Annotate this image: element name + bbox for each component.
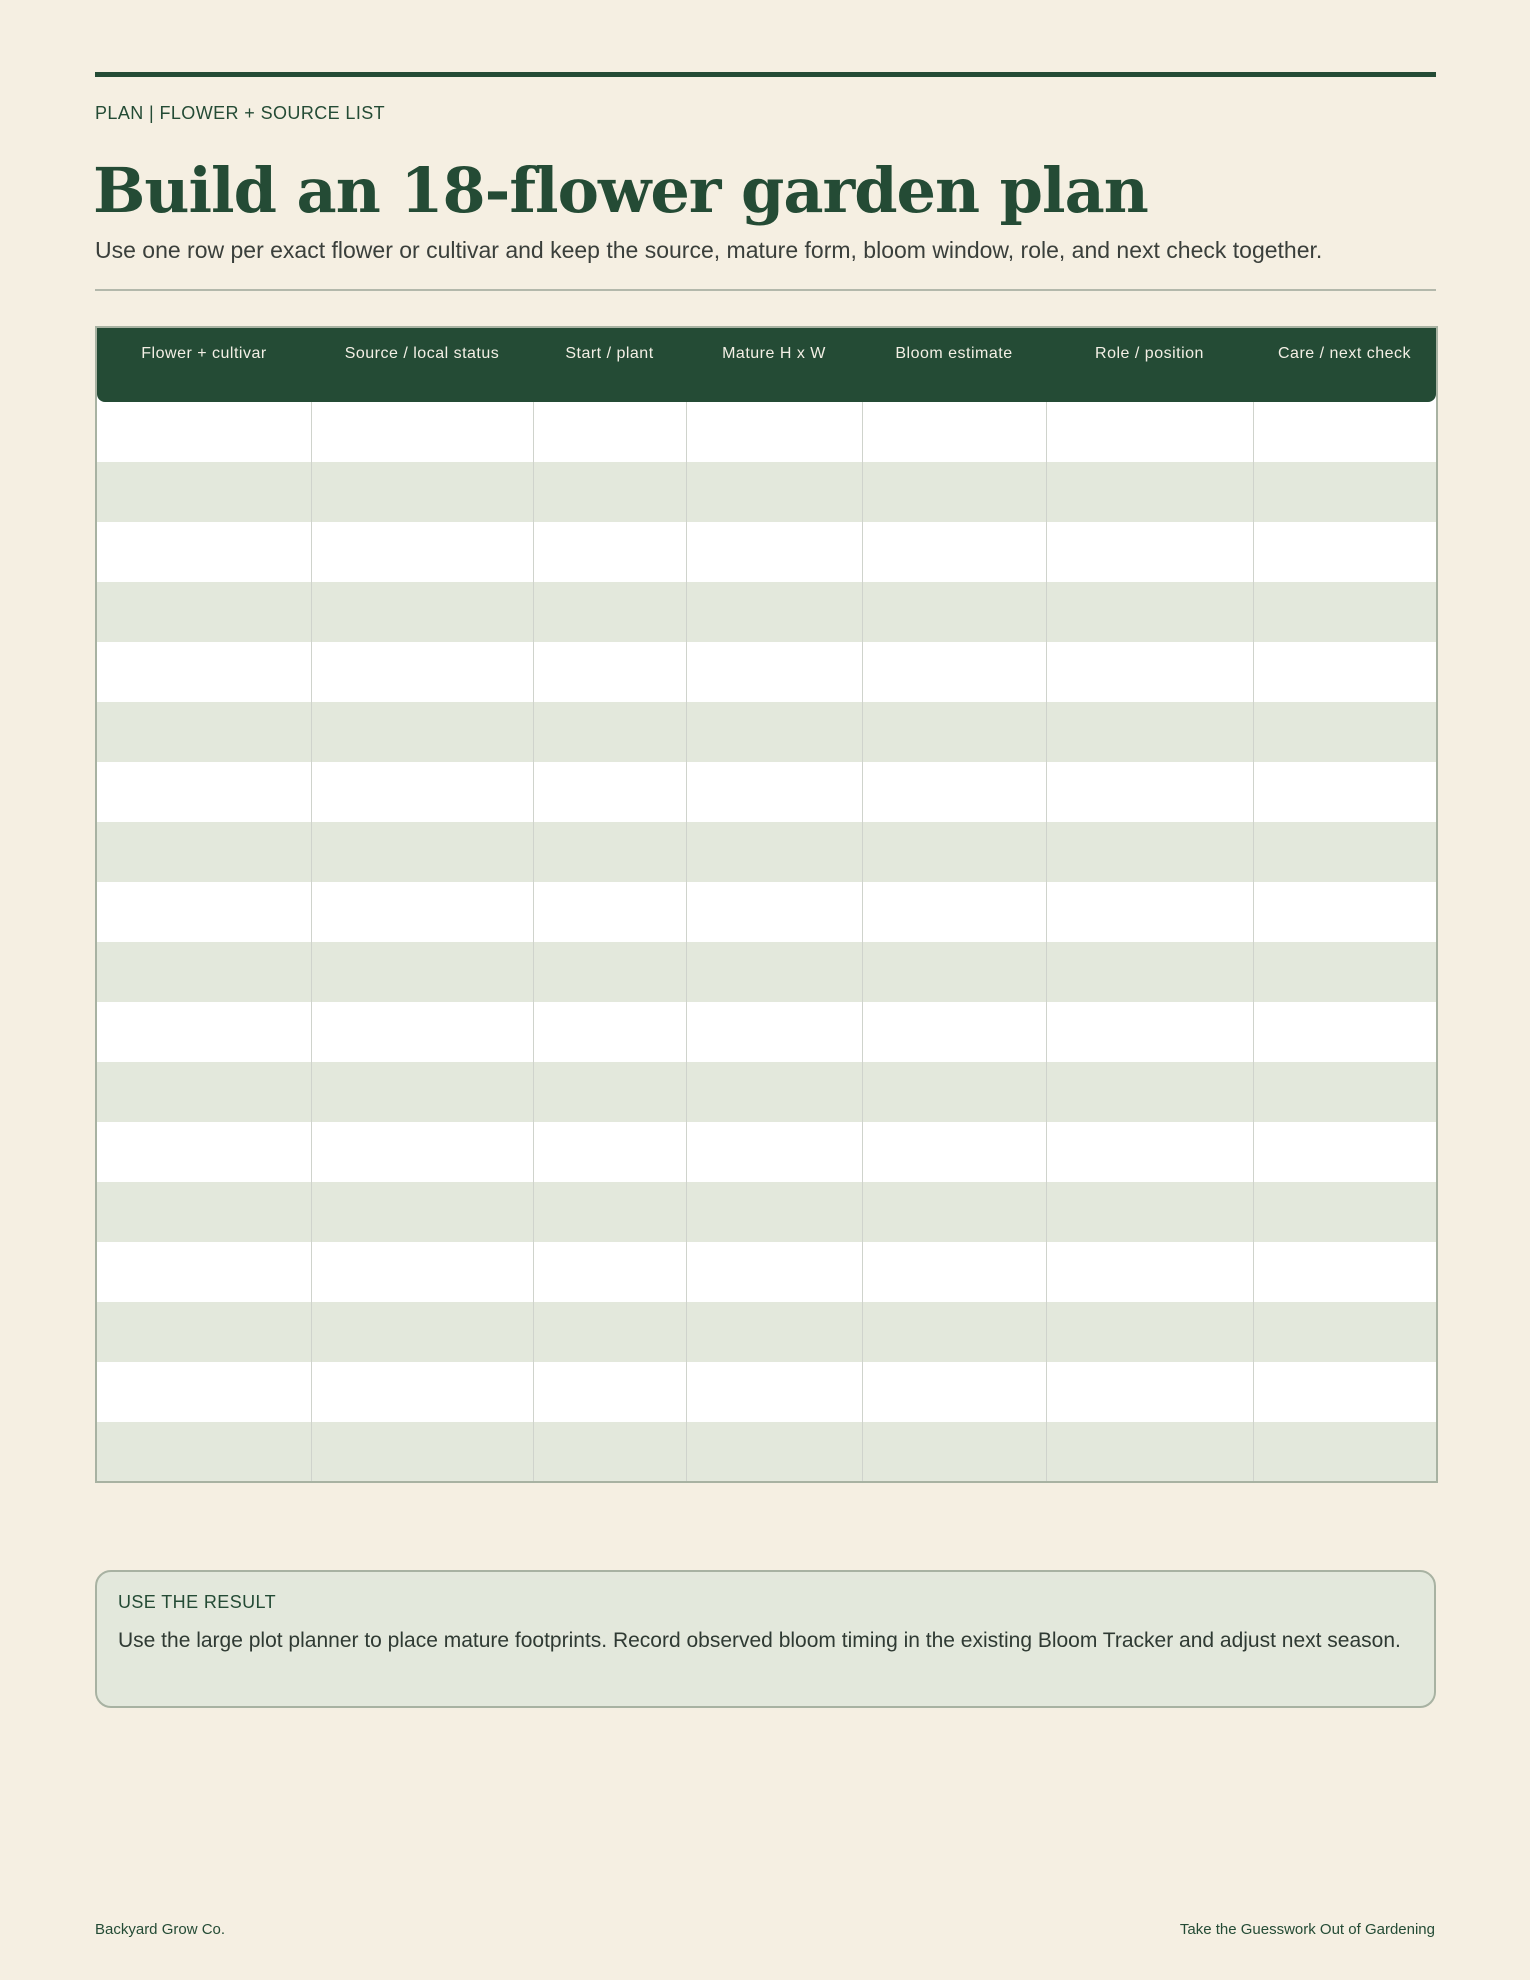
table-cell[interactable] [533, 1002, 686, 1062]
table-row [97, 822, 1436, 882]
table-cell[interactable] [311, 822, 533, 882]
table-cell[interactable] [862, 762, 1046, 822]
table-cell[interactable] [1253, 402, 1436, 462]
column-header-label: Flower + cultivar [141, 345, 267, 362]
table-cell[interactable] [1046, 642, 1253, 702]
table-cell[interactable] [533, 402, 686, 462]
table-cell[interactable] [1253, 1002, 1436, 1062]
table-cell[interactable] [686, 402, 862, 462]
table-cell[interactable] [1046, 522, 1253, 582]
column-header-mature-size [686, 328, 862, 402]
column-header-bloom [862, 328, 1046, 402]
table-row [97, 1242, 1436, 1302]
column-header-label: Start / plant [565, 345, 654, 362]
table-cell[interactable] [97, 582, 311, 642]
page-title: Build an 18-flower garden plan [93, 154, 1148, 227]
table-cell[interactable] [862, 582, 1046, 642]
table-cell[interactable] [97, 762, 311, 822]
table-cell[interactable] [1046, 1182, 1253, 1242]
table-cell[interactable] [533, 582, 686, 642]
table-cell[interactable] [862, 702, 1046, 762]
table-cell[interactable] [97, 402, 311, 462]
column-header-label: Role / position [1095, 345, 1204, 362]
column-header-label: Mature H x W [722, 345, 826, 362]
plan-table-container [95, 326, 1438, 1483]
table-cell[interactable] [311, 882, 533, 942]
table-cell[interactable] [686, 762, 862, 822]
table-cell[interactable] [1046, 402, 1253, 462]
table-row [97, 1062, 1436, 1122]
table-cell[interactable] [311, 1422, 533, 1482]
table-cell[interactable] [533, 1362, 686, 1422]
table-cell[interactable] [686, 1302, 862, 1362]
table-cell[interactable] [1046, 1122, 1253, 1182]
table-cell[interactable] [686, 1002, 862, 1062]
table-cell[interactable] [1046, 1002, 1253, 1062]
table-cell[interactable] [1253, 1122, 1436, 1182]
table-cell[interactable] [311, 942, 533, 1002]
table-cell[interactable] [862, 1062, 1046, 1122]
table-row [97, 462, 1436, 522]
column-header-label: Bloom estimate [895, 345, 1013, 362]
table-cell[interactable] [1253, 522, 1436, 582]
column-header-label: Care / next check [1278, 345, 1411, 362]
table-cell[interactable] [533, 1422, 686, 1482]
page-subtitle: Use one row per exact flower or cultivar and keep the source, mature form, bloom window, role, and next check together. [95, 237, 1323, 263]
table-cell[interactable] [533, 522, 686, 582]
table-cell[interactable] [686, 1062, 862, 1122]
table-cell[interactable] [533, 462, 686, 522]
table-row [97, 642, 1436, 702]
table-cell[interactable] [1253, 822, 1436, 882]
table-cell[interactable] [311, 1242, 533, 1302]
table-cell[interactable] [533, 1242, 686, 1302]
table-cell[interactable] [533, 882, 686, 942]
column-header-source [311, 328, 533, 402]
table-cell[interactable] [533, 1062, 686, 1122]
table-cell[interactable] [97, 1242, 311, 1302]
table-row [97, 1182, 1436, 1242]
table-cell[interactable] [97, 1122, 311, 1182]
column-header-care [1253, 328, 1436, 402]
table-cell[interactable] [97, 1422, 311, 1482]
table-cell[interactable] [686, 702, 862, 762]
table-cell[interactable] [97, 462, 311, 522]
table-cell[interactable] [862, 882, 1046, 942]
table-cell[interactable] [97, 1062, 311, 1122]
table-cell[interactable] [1046, 462, 1253, 522]
table-cell[interactable] [1046, 882, 1253, 942]
table-row [97, 1302, 1436, 1362]
table-cell[interactable] [862, 1242, 1046, 1302]
table-row [97, 882, 1436, 942]
table-cell[interactable] [97, 822, 311, 882]
table-cell[interactable] [1046, 1422, 1253, 1482]
table-cell[interactable] [1253, 1182, 1436, 1242]
footer-brand: Backyard Grow Co. [95, 1921, 226, 1938]
table-cell[interactable] [97, 882, 311, 942]
table-cell[interactable] [1046, 1302, 1253, 1362]
table-cell[interactable] [1253, 942, 1436, 1002]
table-row [97, 942, 1436, 1002]
table-cell[interactable] [1253, 882, 1436, 942]
table-cell[interactable] [533, 1182, 686, 1242]
table-body [97, 402, 1436, 1482]
table-cell[interactable] [311, 1182, 533, 1242]
table-cell[interactable] [1253, 1422, 1436, 1482]
table-cell[interactable] [862, 1302, 1046, 1362]
table-header-row [97, 328, 1436, 402]
table-cell[interactable] [533, 702, 686, 762]
table-cell[interactable] [1046, 1062, 1253, 1122]
table-cell[interactable] [97, 642, 311, 702]
column-header-start [533, 328, 686, 402]
table-cell[interactable] [311, 522, 533, 582]
table-cell[interactable] [97, 1002, 311, 1062]
result-body: Use the large plot planner to place mature footprints. Record observed bloom timing in the existing Bloom Tracker and adjust next season. [118, 1629, 1401, 1652]
table-cell[interactable] [533, 942, 686, 1002]
table-cell[interactable] [686, 1242, 862, 1302]
table-cell[interactable] [1253, 1062, 1436, 1122]
footer-tagline: Take the Guesswork Out of Gardening [1179, 1921, 1435, 1938]
table-cell[interactable] [1253, 642, 1436, 702]
table-cell[interactable] [311, 1302, 533, 1362]
table-row [97, 1362, 1436, 1422]
table-cell[interactable] [311, 642, 533, 702]
table-row [97, 1002, 1436, 1062]
table-cell[interactable] [533, 822, 686, 882]
table-cell[interactable] [1253, 762, 1436, 822]
use-result-panel [95, 1570, 1436, 1708]
table-cell[interactable] [862, 942, 1046, 1002]
table-row [97, 762, 1436, 822]
table-cell[interactable] [311, 582, 533, 642]
table-cell[interactable] [1046, 822, 1253, 882]
table-cell[interactable] [311, 462, 533, 522]
table-cell[interactable] [862, 522, 1046, 582]
plan-table [97, 328, 1436, 1482]
column-header-flower [97, 328, 311, 402]
table-cell[interactable] [311, 402, 533, 462]
table-cell[interactable] [311, 1122, 533, 1182]
table-cell[interactable] [686, 882, 862, 942]
top-rule [95, 72, 1436, 77]
table-cell[interactable] [311, 1362, 533, 1422]
table-cell[interactable] [862, 1002, 1046, 1062]
table-row [97, 402, 1436, 462]
table-cell[interactable] [1253, 702, 1436, 762]
table-cell[interactable] [1253, 1242, 1436, 1302]
table-cell[interactable] [686, 462, 862, 522]
table-cell[interactable] [533, 1122, 686, 1182]
table-cell[interactable] [1046, 942, 1253, 1002]
table-cell[interactable] [686, 642, 862, 702]
table-cell[interactable] [1253, 1302, 1436, 1362]
table-cell[interactable] [686, 822, 862, 882]
table-cell[interactable] [686, 1422, 862, 1482]
table-cell[interactable] [97, 942, 311, 1002]
table-cell[interactable] [311, 1002, 533, 1062]
table-cell[interactable] [862, 1362, 1046, 1422]
table-cell[interactable] [686, 582, 862, 642]
table-row [97, 582, 1436, 642]
table-cell[interactable] [1046, 582, 1253, 642]
table-cell[interactable] [1253, 582, 1436, 642]
result-heading: USE THE RESULT [118, 1592, 276, 1612]
table-cell[interactable] [97, 702, 311, 762]
table-cell[interactable] [1253, 1362, 1436, 1422]
table-row [97, 1422, 1436, 1482]
column-header-role [1046, 328, 1253, 402]
column-header-label: Source / local status [344, 345, 500, 362]
table-cell[interactable] [311, 1062, 533, 1122]
table-cell[interactable] [311, 762, 533, 822]
table-cell[interactable] [533, 1302, 686, 1362]
table-cell[interactable] [97, 1302, 311, 1362]
table-cell[interactable] [97, 522, 311, 582]
table-row [97, 522, 1436, 582]
table-cell[interactable] [862, 402, 1046, 462]
divider [95, 289, 1436, 291]
table-cell[interactable] [686, 942, 862, 1002]
table-cell[interactable] [311, 702, 533, 762]
table-cell[interactable] [862, 1422, 1046, 1482]
table-cell[interactable] [686, 1362, 862, 1422]
table-cell[interactable] [1046, 702, 1253, 762]
table-cell[interactable] [686, 1182, 862, 1242]
table-row [97, 702, 1436, 762]
table-row [97, 1122, 1436, 1182]
table-cell[interactable] [862, 642, 1046, 702]
table-cell[interactable] [97, 1362, 311, 1422]
table-cell[interactable] [1046, 1242, 1253, 1302]
table-cell[interactable] [97, 1182, 311, 1242]
table-cell[interactable] [862, 822, 1046, 882]
table-cell[interactable] [533, 762, 686, 822]
table-cell[interactable] [533, 642, 686, 702]
table-cell[interactable] [862, 1122, 1046, 1182]
table-cell[interactable] [1046, 1362, 1253, 1422]
table-cell[interactable] [1253, 462, 1436, 522]
table-cell[interactable] [862, 462, 1046, 522]
section-eyebrow: PLAN | FLOWER + SOURCE LIST [95, 103, 386, 123]
table-cell[interactable] [1046, 762, 1253, 822]
table-cell[interactable] [686, 1122, 862, 1182]
table-cell[interactable] [686, 522, 862, 582]
table-cell[interactable] [862, 1182, 1046, 1242]
